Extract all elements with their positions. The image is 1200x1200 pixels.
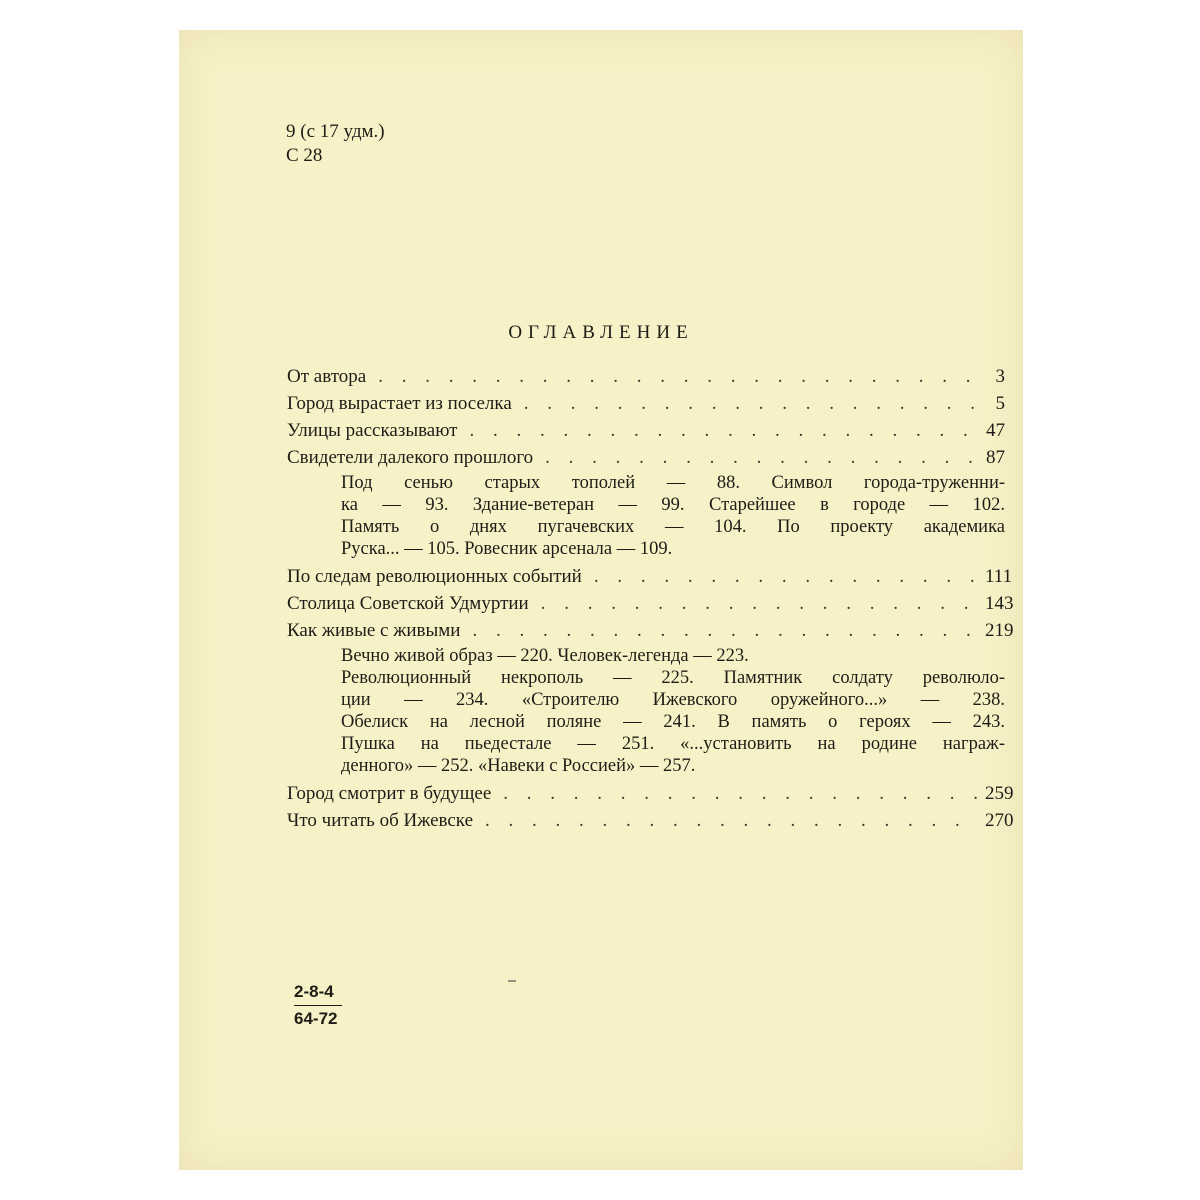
imprint-bottom: 64-72 [294, 1009, 338, 1028]
toc-entry-page: 87 [986, 447, 1005, 468]
toc-entry-title: От автора [287, 366, 367, 387]
subsection-line: денного» — 252. «Навеки с Россией» — 257. [341, 756, 696, 776]
dot-leader [545, 444, 979, 471]
toc-entry [287, 590, 1014, 617]
toc-entry [287, 444, 1005, 471]
subsection-line: Память о днях пугачевских — 104. По проекту академика [341, 517, 1005, 537]
subsection-line: ка — 93. Здание-ветеран — 99. Старейшее в городе — 102. [341, 495, 1005, 515]
dot-leader [503, 780, 979, 807]
classification-line-2: С 28 [286, 145, 323, 166]
toc-entry-title: Улицы рассказывают [287, 420, 458, 441]
toc-entry-page: 143 [985, 593, 1014, 614]
dot-leader [472, 617, 979, 644]
toc-entry [287, 417, 1005, 444]
subsection-line: Под сенью старых тополей — 88. Символ города-труженни- [341, 473, 1005, 493]
toc-entry [287, 390, 1005, 417]
toc-entry-title: Свидетели далекого прошлого [287, 447, 534, 468]
toc-subsections [341, 645, 1005, 777]
imprint-code [294, 982, 342, 1029]
toc-entry-page: 219 [985, 620, 1014, 641]
toc-entry-title: Что читать об Ижевске [287, 810, 474, 831]
subsection-line: Руска... — 105. Ровесник арсенала — 109. [341, 539, 673, 559]
imprint-top: 2-8-4 [294, 982, 342, 1006]
dot-leader [485, 807, 979, 834]
toc-entry-title: Город вырастает из поселка [287, 393, 512, 414]
toc-entry-title: Столица Советской Удмуртии [287, 593, 529, 614]
toc-entry [287, 363, 1005, 390]
print-speck [508, 980, 516, 982]
dot-leader [378, 363, 979, 390]
dot-leader [470, 417, 980, 444]
subsection-line: Пушка на пьедестале — 251. «...установить на родине награж- [341, 734, 1005, 754]
subsection-line: Вечно живой образ — 220. Человек-легенда — 223. [341, 646, 749, 666]
subsection-line: Обелиск на лесной поляне — 241. В память о героях — 243. [341, 712, 1005, 732]
toc-entry-page: 270 [985, 810, 1014, 831]
toc-entry [287, 807, 1014, 834]
book-page [179, 30, 1023, 1170]
classification-code [286, 120, 385, 168]
dot-leader [524, 390, 979, 417]
dot-leader [594, 563, 979, 590]
toc-entry-page: 47 [986, 420, 1005, 441]
subsection-line: Революционный некрополь — 225. Памятник солдату революло- [341, 668, 1005, 688]
subsection-line: ции — 234. «Строителю Ижевского оружейного...» — 238. [341, 690, 1005, 710]
toc-entry-title: Город смотрит в будущее [287, 783, 492, 804]
toc-subsections [341, 472, 1005, 560]
toc-entry [287, 563, 1013, 590]
classification-line-1: 9 (с 17 удм.) [286, 121, 385, 142]
toc-entry-page: 259 [985, 783, 1014, 804]
toc-entry-page: 111 [985, 566, 1013, 587]
toc-entry-title: Как живые с живыми [287, 620, 461, 641]
toc-entry [287, 780, 1014, 807]
toc-entry-title: По следам революционных событий [287, 566, 582, 587]
toc-entry-page: 3 [995, 366, 1005, 387]
toc-title: ОГЛАВЛЕНИЕ [508, 322, 694, 343]
dot-leader [541, 590, 979, 617]
table-of-contents [287, 363, 1014, 834]
toc-entry-page: 5 [995, 393, 1005, 414]
toc-entry [287, 617, 1014, 644]
